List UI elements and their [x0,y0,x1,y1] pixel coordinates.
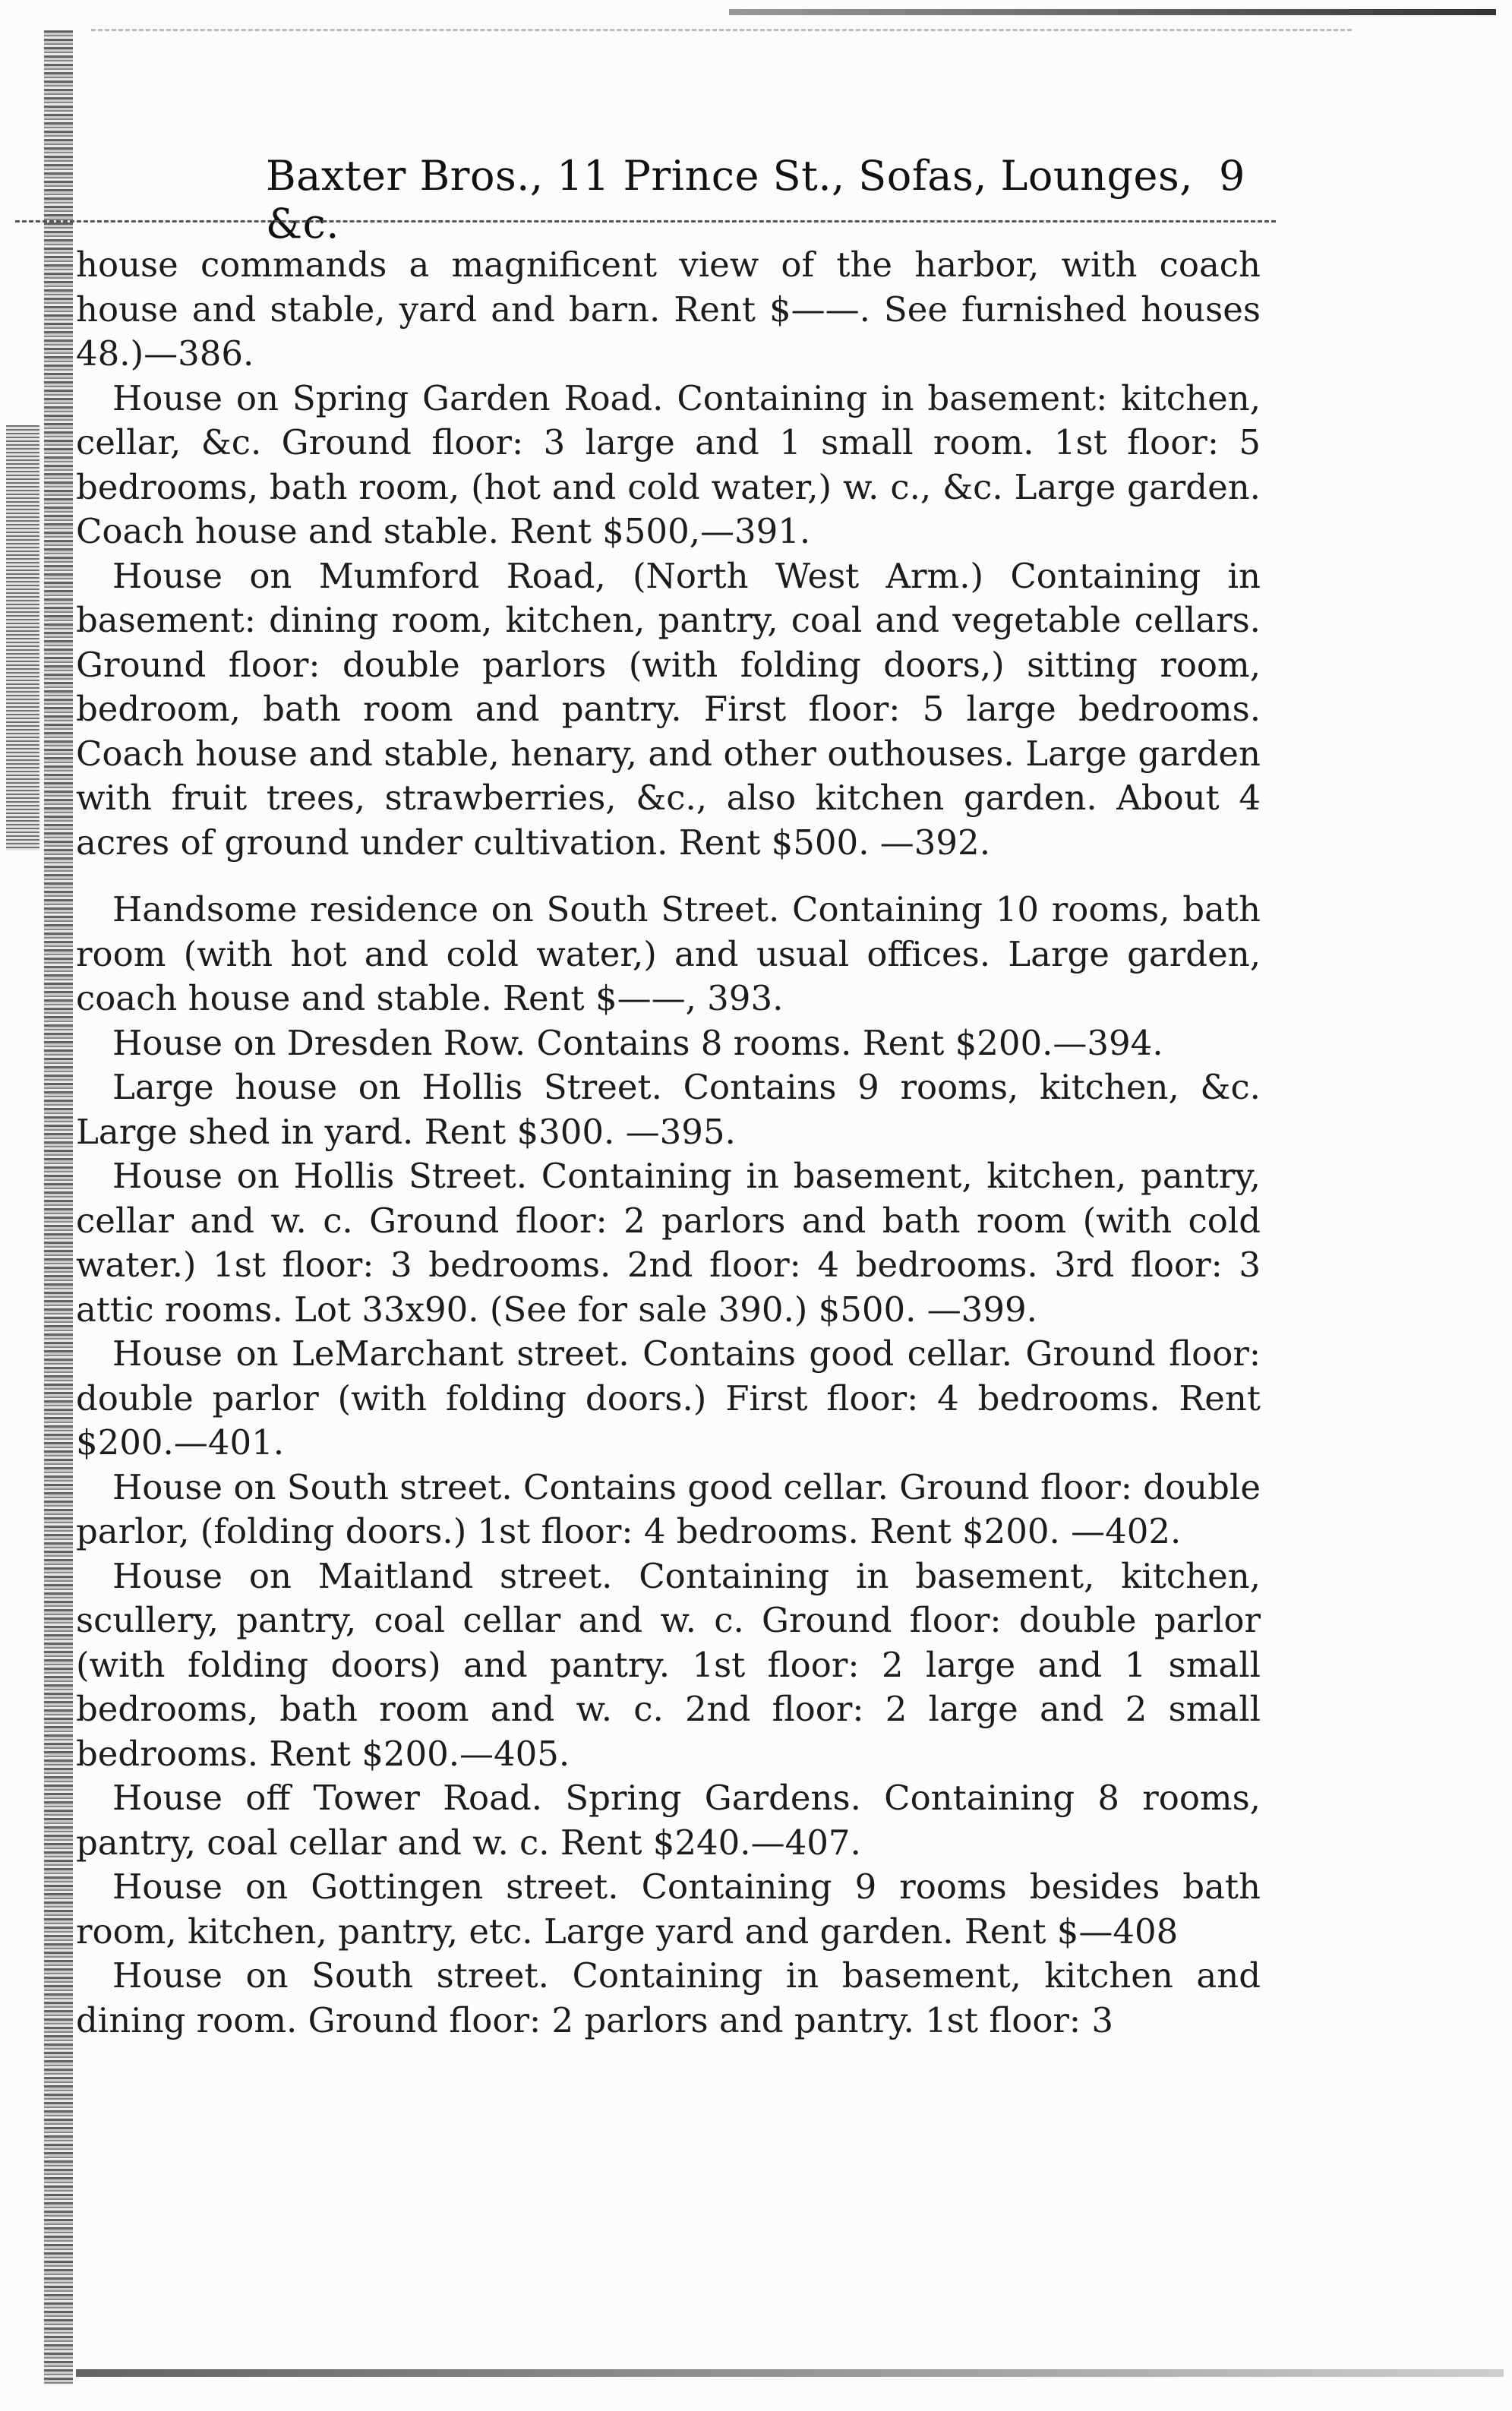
listing-394: House on Dresden Row. Contains 8 rooms. Rent $200.—394. [112,1022,1163,1063]
listing-392: House on Mumford Road, (North West Arm.) Containing in basement: dining room, kitchen, pantry, coal and vegetable cellars. Ground floor: double parlors (with folding doors,) sitting room, bedroom, bath room and pantry. First floor: 5 large bedrooms. Coach house and stable, henary, and other outhouses. Large garden with fruit trees, strawberries, &c., also kitchen garden. About 4 acres of ground under cultivation. Rent $500. —392. [76,555,1261,863]
listing-south-street: House on South street. Containing in basement, kitchen and dining room. Ground floor: 2 parlors and pantry. 1st floor: 3 [76,1955,1261,2040]
header-rule [15,220,1276,222]
bottom-rule [76,2369,1504,2377]
page-number: 9 [1219,152,1245,200]
listing-401: House on LeMarchant street. Contains good cellar. Ground floor: double parlor (with folding doors.) First floor: 4 bedrooms. Rent $200.—401. [76,1333,1261,1463]
binding-edge [44,30,73,2384]
listing-386: house commands a magnificent view of the harbor, with coach house and stable, yard and barn. Rent $——. See furnished houses 48.)—386. [76,245,1261,374]
listing-405: House on Maitland street. Containing in basement, kitchen, scullery, pantry, coal cellar and w. c. Ground floor: double parlor (with folding doors) and pantry. 1st floor: 2 large and 1 small bedrooms, bath room and w. c. 2nd floor: 2 large and 2 small bedrooms. Rent $200.—405. [76,1555,1261,1774]
listing-402: House on South street. Contains good cellar. Ground floor: double parlor, (folding doors.) 1st floor: 4 bedrooms. Rent $200. —402. [76,1466,1261,1551]
top-dash-rule [91,29,1352,31]
running-header: Baxter Bros., 11 Prince St., Sofas, Lounges, &c. [266,152,1193,248]
top-rule [729,9,1496,15]
listing-391: House on Spring Garden Road. Containing in basement: kitchen, cellar, &c. Ground floor: 3 large and 1 small room. 1st floor: 5 bedrooms, bath room, (hot and cold water,) w. c., &c. Large garden. Coach house and stable. Rent $500,—391. [76,377,1261,551]
binding-strip [6,425,39,850]
listing-393: Handsome residence on South Street. Containing 10 rooms, bath room (with hot and cold water,) and usual offices. Large garden, coach house and stable. Rent $——, 393. [76,889,1261,1018]
listing-407: House off Tower Road. Spring Gardens. Containing 8 rooms, pantry, coal cellar and w. c. Rent $240.—407. [76,1778,1261,1863]
listings-body [76,243,1261,2043]
listing-408: House on Gottingen street. Containing 9 rooms besides bath room, kitchen, pantry, etc. Large yard and garden. Rent $—408 [76,1867,1261,1952]
listing-395: Large house on Hollis Street. Contains 9 rooms, kitchen, &c. Large shed in yard. Rent $300. —395. [76,1067,1261,1152]
listing-399: House on Hollis Street. Containing in basement, kitchen, pantry, cellar and w. c. Ground floor: 2 parlors and bath room (with cold water.) 1st floor: 3 bedrooms. 2nd floor: 4 bedrooms. 3rd floor: 3 attic rooms. Lot 33x90. (See for sale 390.) $500. —399. [76,1156,1261,1330]
